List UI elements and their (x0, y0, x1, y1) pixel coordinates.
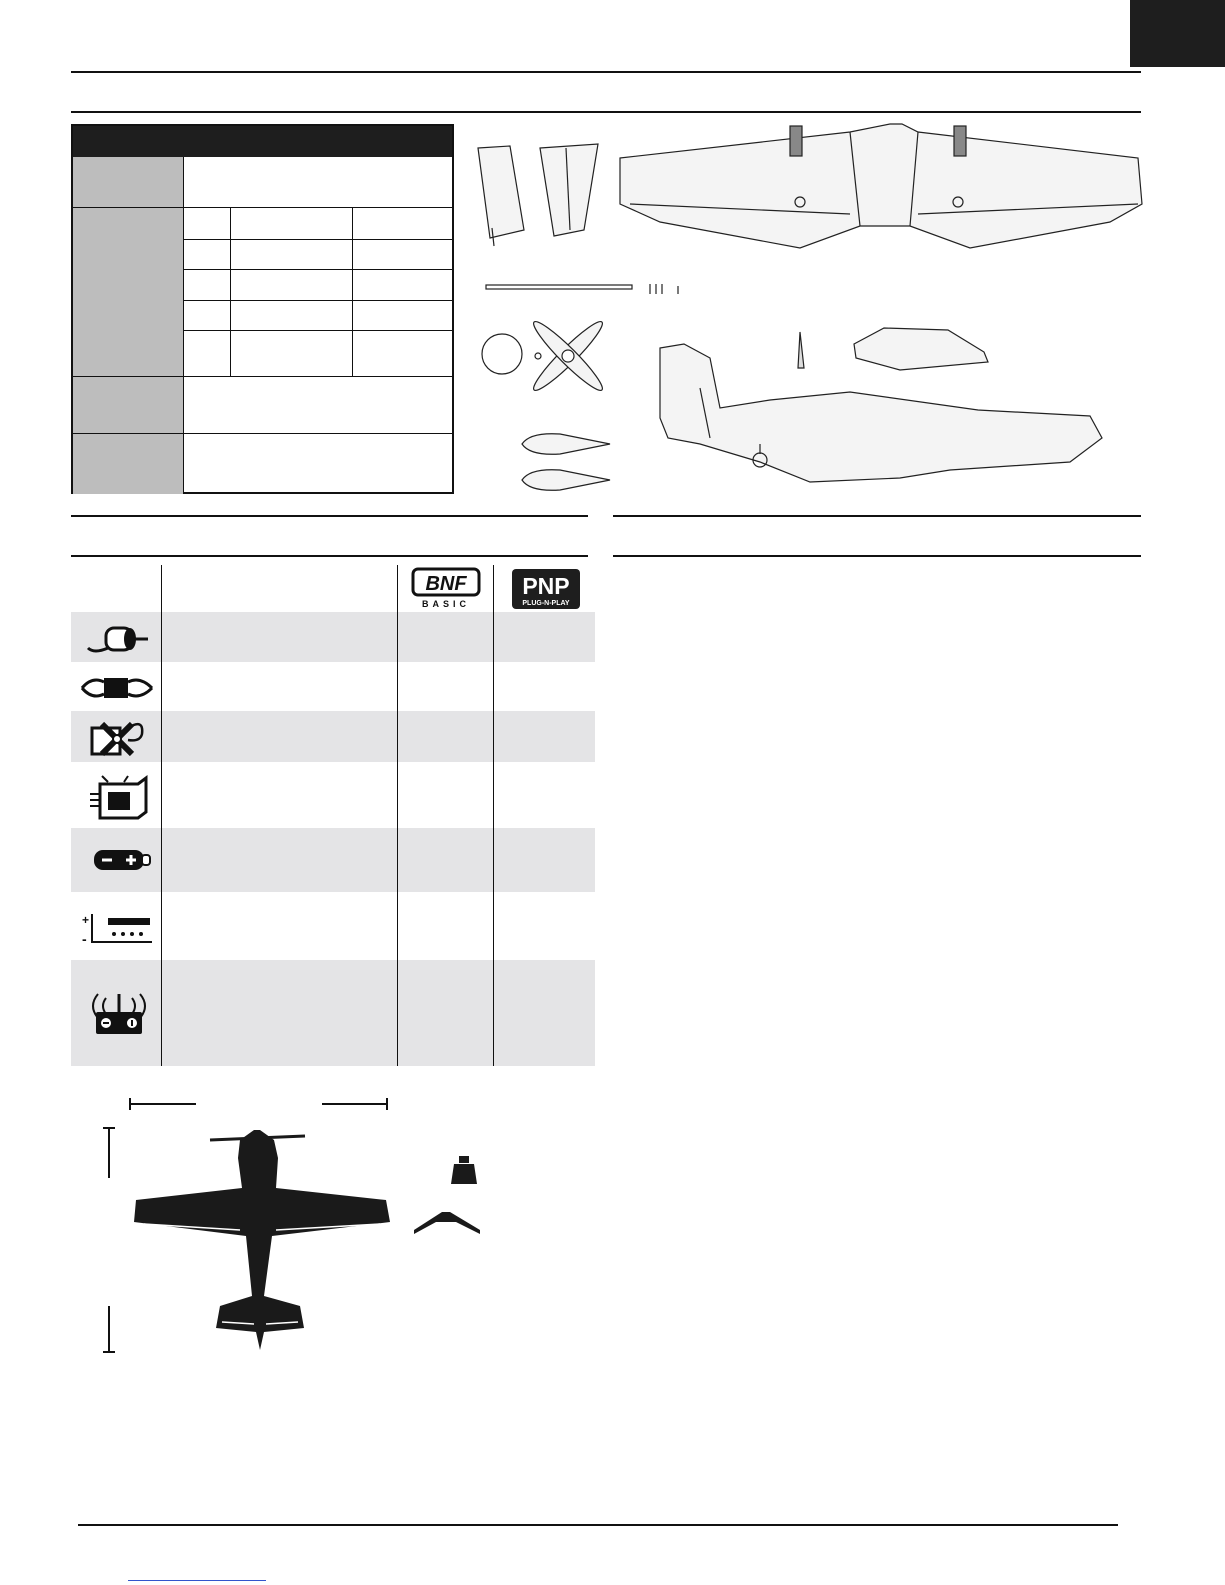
drop-tank-2 (522, 470, 610, 491)
charger-icon (80, 910, 154, 946)
contents-rule-top (71, 515, 588, 517)
contents-row-3 (71, 711, 595, 762)
box-contents-header (73, 126, 452, 157)
svg-text:PLUG-N-PLAY: PLUG-N-PLAY (522, 600, 570, 607)
language-tab (1130, 0, 1225, 67)
box-contents-table (71, 124, 454, 494)
battery-icon (92, 848, 154, 872)
propeller (528, 316, 607, 395)
header-rule-bottom (71, 111, 1141, 113)
footer-link[interactable] (128, 1580, 266, 1581)
label-cell-2 (73, 208, 183, 376)
parts-illustration (470, 118, 1150, 500)
weight-icon (450, 1154, 478, 1186)
pushrod (486, 285, 632, 289)
label-cell-4 (73, 434, 183, 494)
svg-text:-: - (82, 931, 87, 946)
right-section-rule-bottom (613, 555, 1141, 557)
canopy (854, 328, 988, 370)
svg-text:PNP: PNP (522, 573, 570, 599)
bnf-basic-logo (410, 567, 482, 611)
stabilizer-right (540, 144, 598, 236)
pnp-logo (510, 567, 582, 611)
svg-text:BASIC: BASIC (421, 599, 471, 609)
esc-icon (80, 674, 154, 702)
antenna (798, 332, 804, 368)
spinner (482, 334, 522, 374)
right-section-rule-top (613, 515, 1141, 517)
wing-area-icon (412, 1208, 482, 1234)
footer-rule (78, 1524, 1118, 1526)
label-cell-3 (73, 377, 183, 433)
drop-tank-1 (522, 434, 610, 455)
label-cell-1 (73, 157, 183, 207)
motor-icon (86, 622, 150, 656)
main-wing (620, 124, 1142, 248)
contents-rule-bottom (71, 555, 588, 557)
stabilizer-left (478, 146, 524, 238)
transmitter-icon (84, 992, 154, 1036)
svg-text:+: + (82, 913, 90, 927)
servo-icon (88, 718, 148, 758)
receiver-icon (88, 774, 150, 820)
svg-text:BNF: BNF (425, 573, 467, 595)
header-rule-top (71, 71, 1141, 73)
